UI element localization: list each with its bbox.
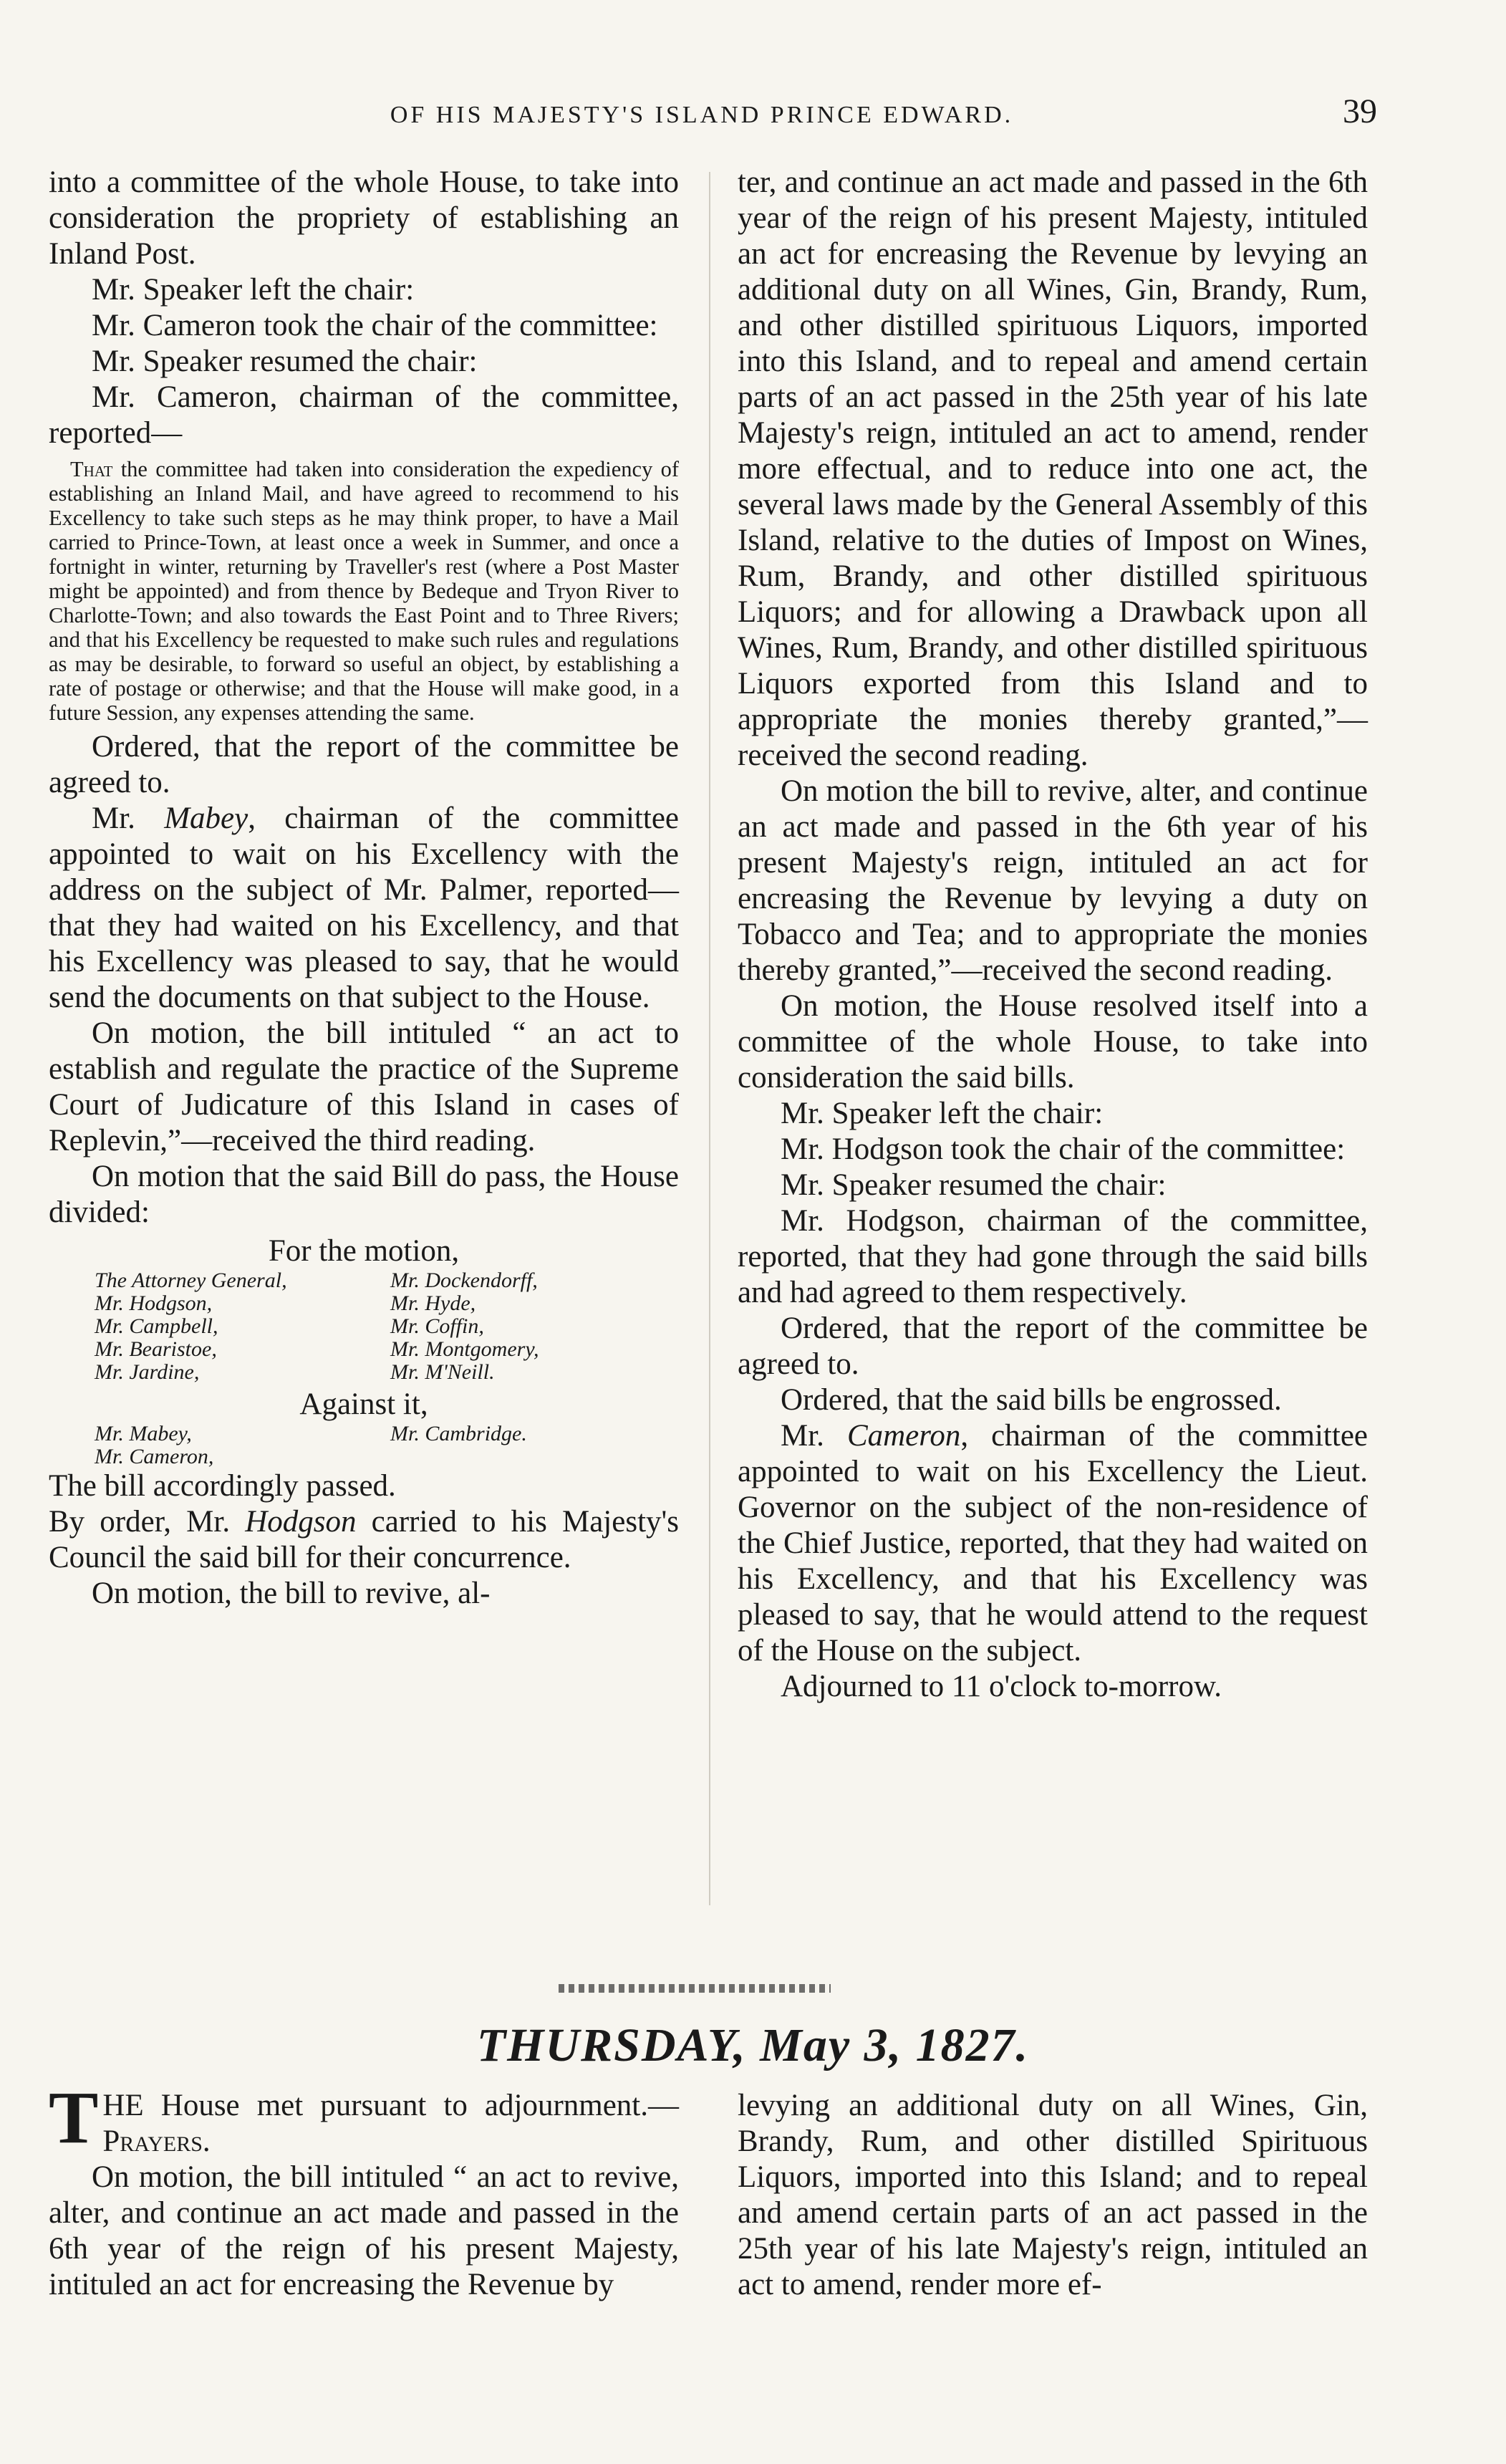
text: , chairman of the committee appointed to wait on his Excellency the Lieut. Governor on the subject of the non-residence of the Chief Justice, reported, that they had waited on his Excellency, and that his Excellency was pleased to say, that he would attend to the request of the House on the subject. <box>738 1419 1368 1667</box>
vote-for-heading: For the motion, <box>268 1234 460 1268</box>
vote-name: Mr. Coffin, <box>390 1314 484 1338</box>
paragraph: into a committee of the whole House, to take into consideration the propriety of establishing an Inland Post. <box>49 165 679 271</box>
paragraph: Mr. Speaker resumed the chair: <box>92 345 478 378</box>
paragraph: On motion, the bill intituled “ an act to establish and regulate the practice of the Supreme Court of Judicature of this Island in cases of Replevin,”—received the third reading. <box>49 1016 679 1158</box>
paragraph: Adjourned to 11 o'clock to-morrow. <box>781 1670 1222 1703</box>
text: carried to his Majesty's Council the said bill for their concurrence. <box>49 1505 679 1574</box>
text: Mr. <box>781 1419 847 1453</box>
committee-report <box>49 457 679 725</box>
paragraph: Ordered, that the report of the committee be agreed to. <box>49 730 679 799</box>
vote-name: Mr. Montgomery, <box>390 1337 539 1361</box>
lower-right-column <box>738 2088 1368 2303</box>
paragraph: The bill accordingly passed. <box>49 1469 396 1503</box>
text: By order, Mr. <box>49 1505 246 1539</box>
vote-name: Mr. Dockendorff, <box>390 1269 538 1292</box>
paragraph: ter, and continue an act made and passed in the 6th year of the reign of his present Majesty, intituled an act for encreasing the Revenue by levying an additional duty on all Wines, Gin, Brandy, Rum, and other distilled spirituous Liquors, imported into this Island, and to repeal and amend certain parts of an act passed in the 25th year of his late Majesty's reign, intituled an act to amend, render more effectual, and to reduce into one act, the several laws made by the General Assembly of this Island, relative to the duties of Impost on Wines, Rum, Brandy, and other distilled spirituous Liquors; and for allowing a Drawback upon all Wines, Rum, Brandy, and other distilled spirituous Liquors exported from this Island and to appropriate the monies thereby granted,”—received the second reading. <box>738 165 1368 772</box>
paragraph: On motion that the said Bill do pass, the House divided: <box>49 1160 679 1229</box>
paragraph: levying an additional duty on all Wines, Gin, Brandy, Rum, and other distilled Spirituous Liquors, imported into this Island; and to repeal and amend certain parts of an act passed in the 25th year of his late Majesty's reign, intituled an act to amend, render more ef- <box>738 2089 1368 2301</box>
prayers-label: Prayers. <box>102 2124 211 2158</box>
text: Mr. <box>92 802 165 835</box>
paragraph: Mr. Speaker resumed the chair: <box>781 1168 1167 1202</box>
drop-cap: T <box>49 2076 99 2159</box>
paragraph: On motion the bill to revive, alter, and continue an act made and passed in the 6th year of his present Majesty's reign, intituled an act for encreasing the Revenue by levying a duty on Tobacco and Tea; and to appropriate the monies thereby granted,”—received the second reading. <box>738 774 1368 987</box>
paragraph: On motion, the bill to revive, al- <box>92 1577 491 1610</box>
paragraph: On motion, the House resolved itself into a committee of the whole House, to take into consideration the said bills. <box>738 989 1368 1094</box>
vote-name: Mr. Cambridge. <box>390 1422 527 1445</box>
page-number: 39 <box>1343 92 1377 130</box>
paragraph: On motion, the bill intituled “ an act to revive, alter, and continue an act made and passed in the 6th year of the reign of his present Majesty, intituled an act for encreasing the Revenue by <box>49 2160 679 2301</box>
paragraph: Mr. Cameron took the chair of the committee: <box>92 309 658 342</box>
right-column <box>738 165 1368 1705</box>
member-name: Cameron <box>846 1419 961 1453</box>
date-heading: THURSDAY, May 3, 1827. <box>476 2019 1030 2071</box>
vote-name: The Attorney General, <box>95 1269 287 1292</box>
vote-name: Mr. Hodgson, <box>95 1291 213 1315</box>
vote-against-list <box>49 1423 679 1468</box>
member-name: Mabey <box>164 802 248 835</box>
paragraph <box>49 801 679 1016</box>
vote-name: Mr. M'Neill. <box>390 1360 495 1384</box>
vote-name: Mr. Cameron, <box>95 1445 214 1468</box>
paragraph: Mr. Speaker left the chair: <box>92 273 415 307</box>
lower-left-column <box>49 2076 679 2303</box>
text: HE House met pursuant to adjournment.— <box>102 2089 679 2122</box>
paragraph: Ordered, that the report of the committee be agreed to. <box>738 1312 1368 1381</box>
vote-name: Mr. Jardine, <box>95 1360 200 1384</box>
paragraph: Mr. Speaker left the chair: <box>781 1097 1104 1130</box>
vote-for-list <box>49 1269 679 1384</box>
vote-against-heading: Against it, <box>299 1387 428 1421</box>
running-title: OF HIS MAJESTY'S ISLAND PRINCE EDWARD. <box>390 102 1014 128</box>
paragraph <box>49 2076 679 2160</box>
text: , chairman of the committee appointed to wait on his Excellency with the address on the subject of Mr. Palmer, reported—that they had waited on his Excellency, and that his Excellency was pleased to say, that he would send the documents on that subject to the House. <box>49 802 679 1014</box>
decorative-rule <box>559 1984 831 1993</box>
paragraph: Mr. Hodgson, chairman of the committee, reported, that they had gone through the said bills and had agreed to them respectively. <box>738 1204 1368 1309</box>
report-text: the committee had taken into consideration the expediency of establishing an Inland Mail, and have agreed to recommend to his Excellency to take such steps as he may think proper, to have a Mail carried to Prince-Town, at least once a week in Summer, and once a fortnight in winter, returning by Traveller's rest (where a Post Master might be appointed) and from thence by Bedeque and Tryon River to Charlotte-Town; and also towards the East Point and to Three Rivers; and that his Excellency be requested to make such rules and regulations as may be desirable, to forward so useful an object, by establishing a rate of postage or otherwise; and that the House will make good, in a future Session, any expenses attending the same. <box>49 457 679 725</box>
paragraph: Ordered, that the said bills be engrossed. <box>781 1383 1282 1417</box>
left-column <box>49 165 679 1612</box>
paragraph: Mr. Hodgson took the chair of the committee: <box>781 1132 1346 1166</box>
vote-name: Mr. Mabey, <box>95 1422 192 1445</box>
vote-name: Mr. Campbell, <box>95 1314 218 1338</box>
member-name: Hodgson <box>245 1505 357 1539</box>
vote-name <box>390 1445 679 1468</box>
column-divider <box>709 172 710 1905</box>
report-lead: That <box>70 457 113 481</box>
vote-name: Mr. Bearistoe, <box>95 1337 217 1361</box>
vote-name: Mr. Hyde, <box>390 1291 476 1315</box>
paragraph: Mr. Cameron, chairman of the committee, reported— <box>49 380 679 450</box>
paragraph <box>738 1418 1368 1669</box>
paragraph <box>49 1504 679 1576</box>
